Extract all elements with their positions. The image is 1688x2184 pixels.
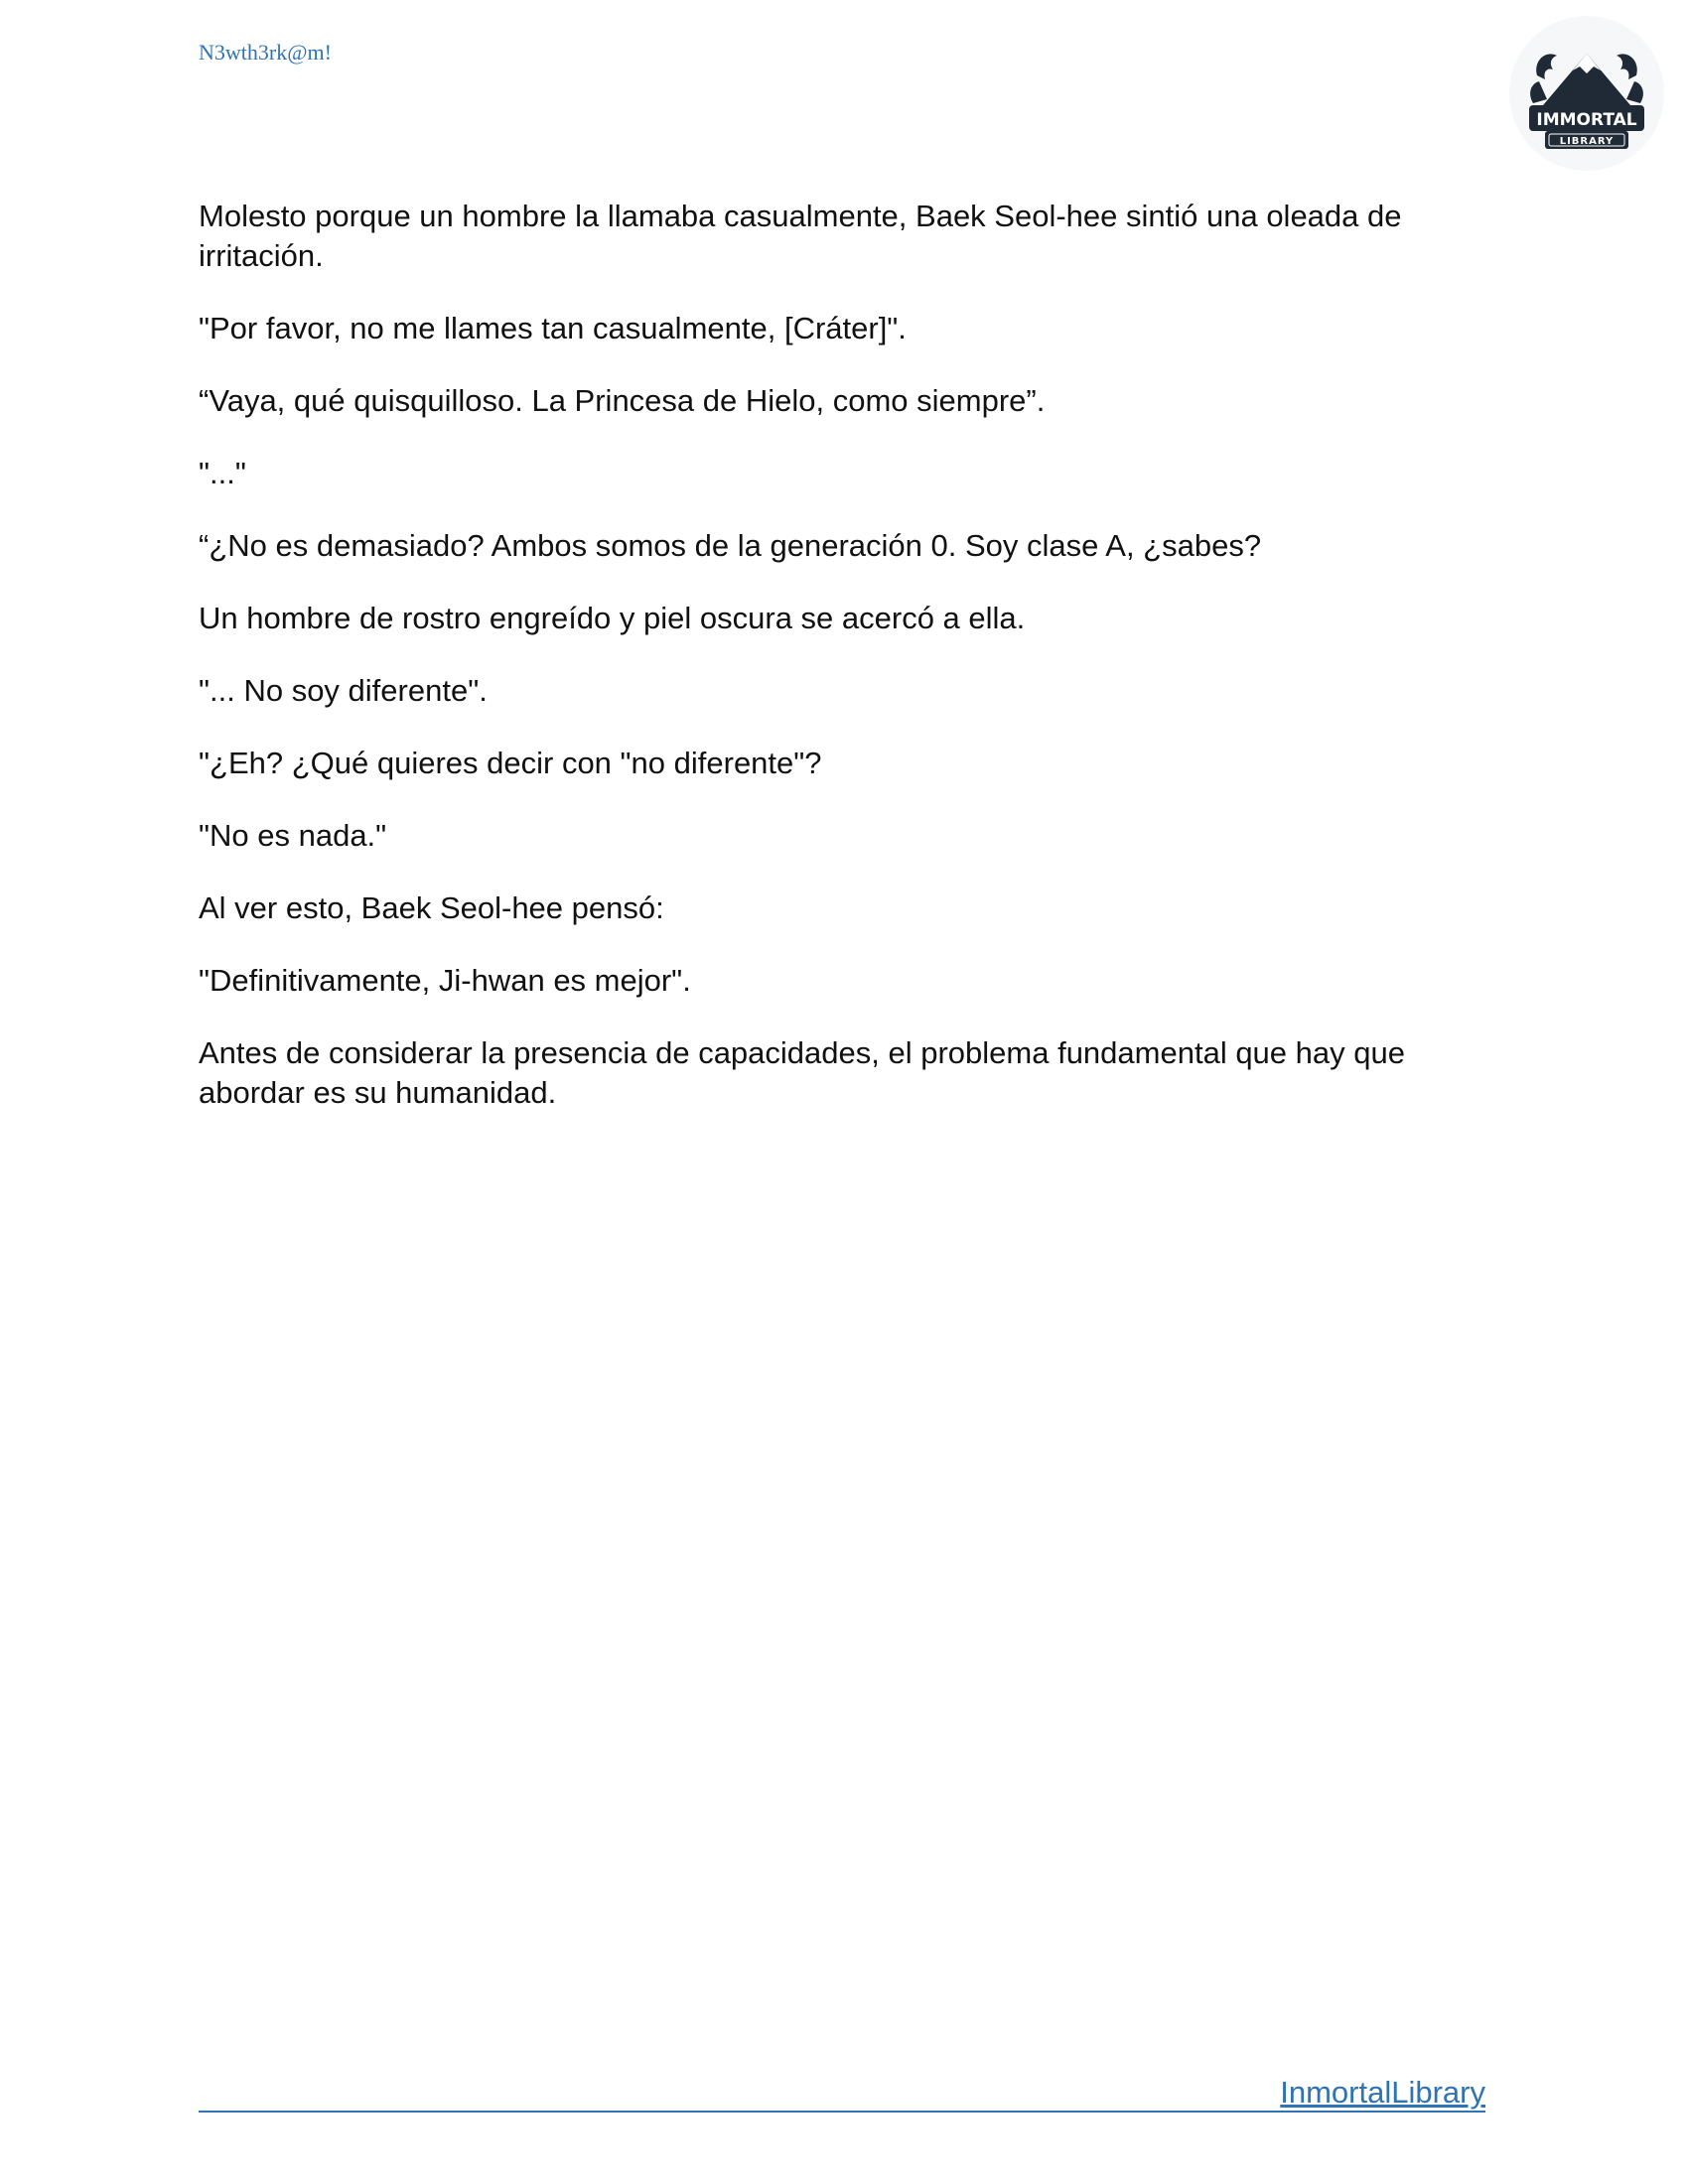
logo-line2: LIBRARY	[1559, 136, 1615, 147]
header-watermark: N3wth3rk@m!	[199, 40, 332, 65]
document-body	[199, 197, 1489, 1146]
footer-divider	[199, 2111, 1485, 2113]
footer-library-link[interactable]: InmortalLibrary	[1280, 2075, 1485, 2110]
paragraph: Un hombre de rostro engreído y piel oscura se acercó a ella.	[199, 601, 1026, 635]
paragraph: "No es nada."	[199, 818, 387, 853]
logo-line1: IMMORTAL	[1536, 110, 1637, 130]
logo-graphic	[1507, 14, 1666, 173]
paragraph: "Definitivamente, Ji-hwan es mejor".	[199, 963, 691, 998]
paragraph: "Por favor, no me llames tan casualmente, [Cráter]".	[199, 311, 907, 345]
paragraph: “Vaya, qué quisquilloso. La Princesa de Hielo, como siempre”.	[199, 383, 1046, 418]
paragraph: Antes de considerar la presencia de capacidades, el problema fundamental que hay que abordar es su humanidad.	[199, 1035, 1414, 1110]
paragraph: "¿Eh? ¿Qué quieres decir con "no diferente"?	[199, 746, 822, 780]
paragraph: “¿No es demasiado? Ambos somos de la generación 0. Soy clase A, ¿sabes?	[199, 528, 1262, 563]
paragraph: Al ver esto, Baek Seol-hee pensó:	[199, 890, 664, 925]
paragraph: "... No soy diferente".	[199, 673, 488, 708]
paragraph: Molesto porque un hombre la llamaba casualmente, Baek Seol-hee sintió una oleada de irritación.	[199, 199, 1411, 273]
immortal-library-logo-icon	[1507, 14, 1666, 173]
paragraph: "..."	[199, 456, 246, 490]
